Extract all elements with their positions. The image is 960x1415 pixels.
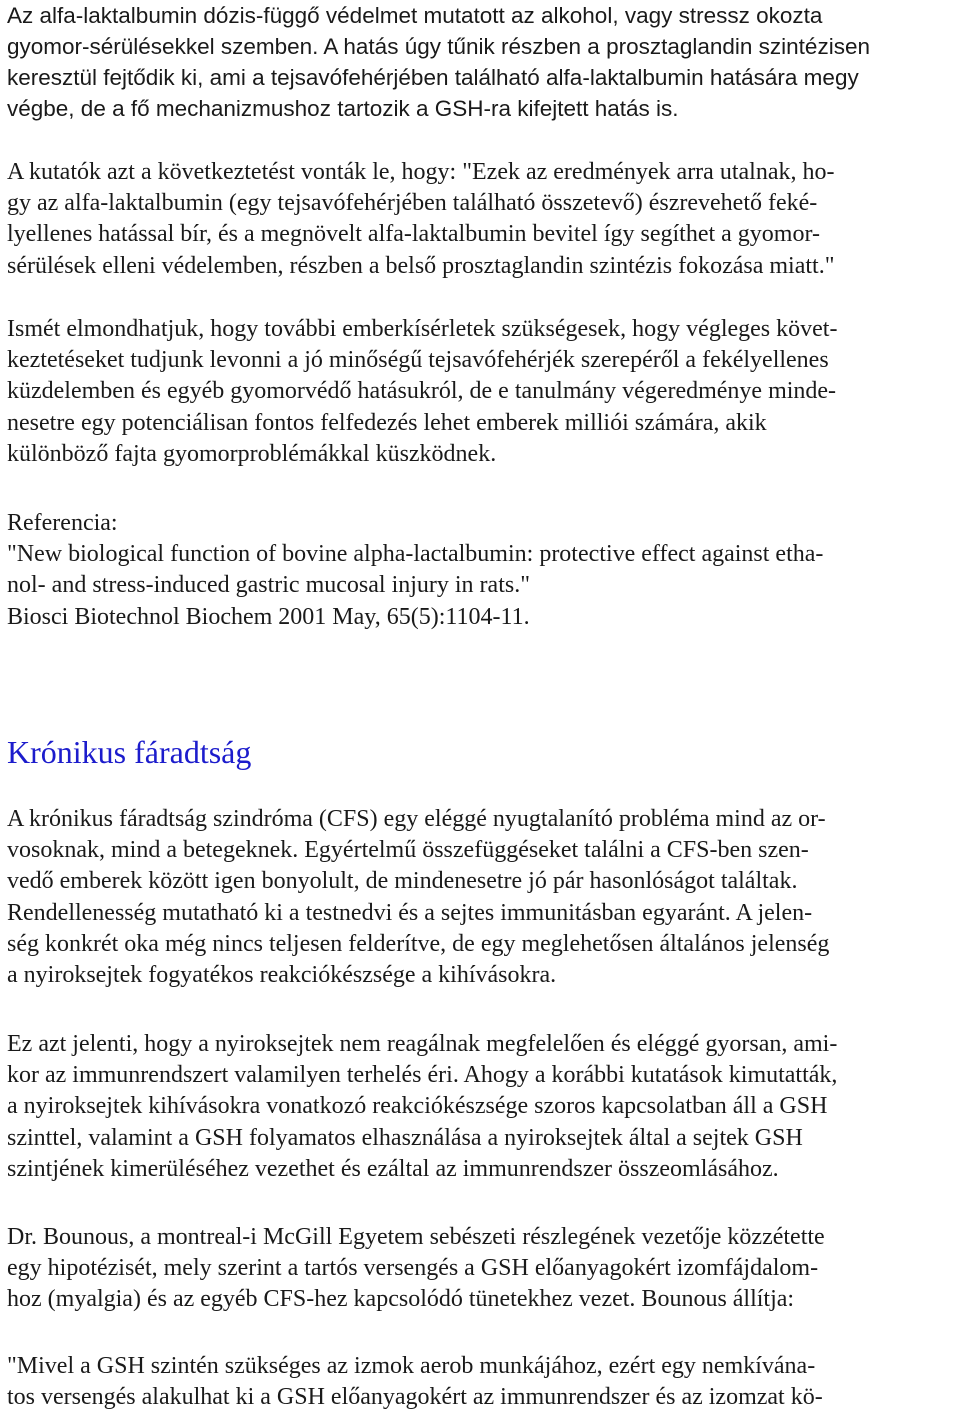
reference-label: Referencia: — [7, 510, 118, 536]
text-line: Ez azt jelenti, hogy a nyiroksejtek nem reagálnak megfelelően és eléggé gyorsan, ami- — [7, 1031, 838, 1057]
paragraph-researchers-conclusion — [7, 157, 957, 282]
text-line: különböző fajta gyomorproblémákkal küszködnek. — [7, 440, 497, 467]
paragraph-alpha-lactalbumin-protection — [7, 0, 957, 124]
text-line: tos versengés alakulhat ki a GSH előanyagokért az immunrendszer és az izomzat kö- — [7, 1384, 823, 1411]
text-line: keresztül fejtődik ki, ami a tejsavófehérjében található alfa-laktalbumin hatására megy — [7, 65, 859, 90]
text-line: a nyiroksejtek kihívásokra vonatkozó reakciókészsége szoros kapcsolatban áll a GSH — [7, 1093, 828, 1120]
paragraph-further-studies — [7, 314, 957, 470]
text-line: hoz (myalgia) és az egyéb CFS-hez kapcsolódó tünetekhez vezet. Bounous állítja: — [7, 1286, 795, 1313]
paragraph-bounous-quote — [7, 1351, 957, 1413]
text-line: lyellenes hatással bír, és a megnövelt alfa-laktalbumin bevitel így segíthet a gyomor- — [7, 221, 820, 248]
paragraph-cfs-intro — [7, 804, 957, 991]
text-line: szintjének kimerüléséhez vezethet és ezáltal az immunrendszer összeomlásához. — [7, 1155, 779, 1182]
text-line: Rendellenesség mutatható ki a testnedvi és a sejtes immunitásban egyaránt. A jelen- — [7, 899, 813, 926]
paragraph-bounous-hypothesis — [7, 1222, 957, 1316]
reference-citation: Biosci Biotechnol Biochem 2001 May, 65(5):1104-11. — [7, 603, 530, 630]
text-line: Dr. Bounous, a montreal-i McGill Egyetem sebészeti részlegének vezetője közzétette — [7, 1224, 825, 1250]
text-line: ség konkrét oka még nincs teljesen felderítve, de egy meglehetősen általános jelenség — [7, 930, 830, 957]
text-line: Ismét elmondhatjuk, hogy további emberkísérletek szükségesek, hogy végleges követ- — [7, 316, 838, 342]
text-line: gyomor-sérülésekkel szemben. A hatás úgy tűnik részben a prosztaglandin szintézisen — [7, 34, 870, 59]
reference-title-line: nol- and stress-induced gastric mucosal injury in rats." — [7, 572, 531, 599]
reference-block — [7, 508, 957, 633]
text-line: keztetéseket tudjunk levonni a jó minőségű tejsavófehérjék szerepéről a fekélyellenes — [7, 347, 829, 374]
text-line: gy az alfa-laktalbumin (egy tejsavófehérjében található összetevő) észrevehető feké- — [7, 190, 818, 217]
text-line: A krónikus fáradtság szindróma (CFS) egy eléggé nyugtalanító probléma mind az or- — [7, 806, 826, 832]
text-line: szinttel, valamint a GSH folyamatos elhasználása a nyiroksejtek által a sejtek GSH — [7, 1124, 803, 1151]
text-line: vosoknak, mind a betegeknek. Egyértelmű összefüggéseket találni a CFS-ben szen- — [7, 837, 809, 864]
paragraph-lymphocytes-gsh — [7, 1029, 957, 1185]
text-line: kor az immunrendszert valamilyen terhelés éri. Ahogy a korábbi kutatások kimutatták, — [7, 1062, 838, 1089]
text-line: sérülések elleni védelemben, részben a belső prosztaglandin szintézis fokozása miatt." — [7, 252, 835, 279]
text-line: Az alfa-laktalbumin dózis-függő védelmet mutatott az alkohol, vagy stressz okozta — [7, 3, 823, 28]
section-heading: Krónikus fáradtság — [7, 734, 252, 770]
text-line: vedő emberek között igen bonyolult, de mindenesetre jó pár hasonlóságot találtak. — [7, 868, 798, 895]
text-line: végbe, de a fő mechanizmushoz tartozik a GSH-ra kifejtett hatás is. — [7, 96, 679, 121]
text-line: küzdelemben és egyéb gyomorvédő hatásukról, de e tanulmány végeredménye minde- — [7, 378, 837, 405]
text-line: "Mivel a GSH szintén szükséges az izmok aerob munkájához, ezért egy nemkívána- — [7, 1353, 816, 1379]
text-line: nesetre egy potenciálisan fontos felfedezés lehet emberek milliói számára, akik — [7, 409, 767, 436]
reference-title-line: "New biological function of bovine alpha-lactalbumin: protective effect against etha- — [7, 541, 824, 568]
text-line: A kutatók azt a következtetést vonták le, hogy: "Ezek az eredmények arra utalnak, ho- — [7, 159, 835, 185]
text-line: egy hipotézisét, mely szerint a tartós versengés a GSH előanyagokért izomfájdalom- — [7, 1255, 819, 1282]
text-line: a nyiroksejtek fogyatékos reakciókészsége a kihívásokra. — [7, 962, 557, 989]
